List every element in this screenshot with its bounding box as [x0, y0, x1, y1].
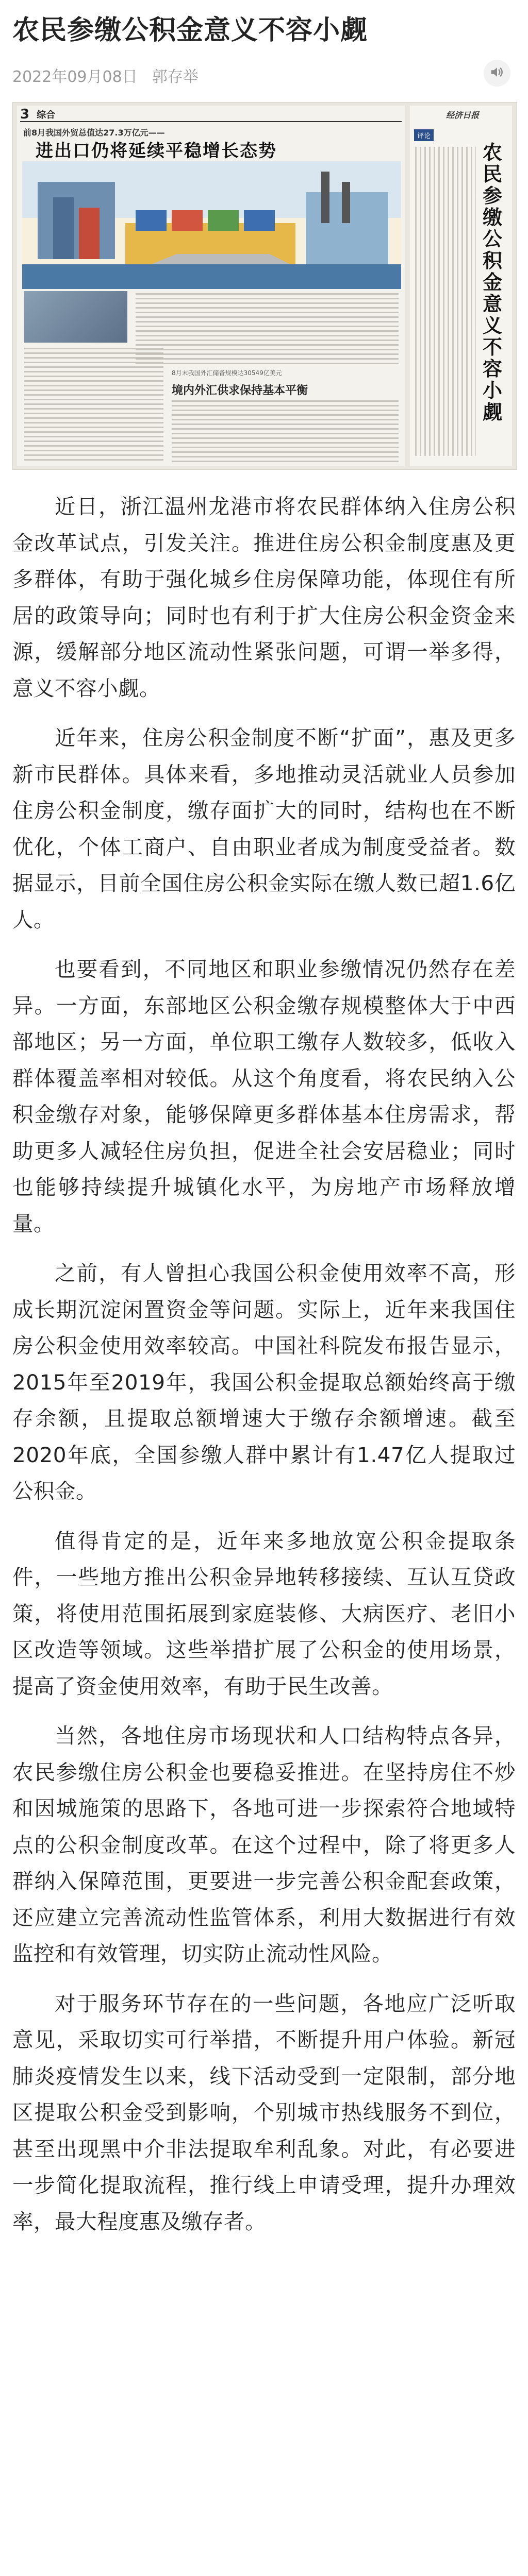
newspaper-left-page	[17, 106, 405, 466]
newspaper-page-number: 3	[20, 107, 30, 122]
newspaper-headline: 进出口仍将延续平稳增长态势	[36, 141, 277, 161]
newspaper-headline2-sub: 8月末我国外汇储备规模达30549亿美元	[172, 369, 282, 377]
article-paragraph: 近日，浙江温州龙港市将农民群体纳入住房公积金改革试点，引发关注。推进住房公积金制度惠及更多群体，有助于强化城乡住房保障功能，体现住有所居的政策导向；同时也有利于扩大住房公积金资金来源，缓解部分地区流动性紧张问题，可谓一举多得，意义不容小觑。	[12, 494, 516, 701]
newspaper-column-text	[415, 147, 476, 456]
article-paragraph: 近年来，住房公积金制度不断“扩面”，惠及更多新市民群体。具体来看，多地推动灵活就业人员参加住房公积金制度，缴存面扩大的同时，结构也在不断优化，个体工商户、自由职业者成为制度受益者。数据显示，目前全国住房公积金实际在缴人数已超1.6亿人。	[12, 725, 516, 932]
newspaper-header	[20, 108, 402, 122]
newspaper-subhead: 前8月我国外贸总值达27.3万亿元——	[23, 128, 165, 138]
newspaper-text-block	[24, 348, 163, 461]
article-title: 农民参缴公积金意义不容小觑	[12, 15, 368, 46]
newspaper-illustration	[22, 161, 401, 289]
newspaper-text-block	[172, 400, 399, 462]
speaker-icon	[489, 64, 505, 82]
newspaper-page-name: 综合	[37, 110, 56, 121]
newspaper-vertical-title: 农民参缴公积金意义不容小觑	[482, 141, 502, 423]
newspaper-section-label: 评论	[414, 129, 434, 141]
newspaper-masthead: 经济日报	[446, 110, 480, 120]
audio-play-button[interactable]	[484, 60, 510, 87]
article-paragraph: 当然，各地住房市场现状和人口结构特点各异，农民参缴住房公积金也要稳妥推进。在坚持房住不炒和因城施策的思路下，各地可进一步探索符合地域特点的公积金制度改革。在这个过程中，除了将更多人群纳入保障范围，更要进一步完善公积金配套政策，还应建立完善流动性监管体系，利用大数据进行有效监控和有效管理，切实防止流动性风险。	[12, 1723, 516, 1966]
newspaper-right-page	[410, 106, 512, 466]
author-name[interactable]: 郭存举	[152, 68, 199, 86]
article-body	[12, 488, 516, 2253]
newspaper-headline2: 境内外汇供求保持基本平衡	[172, 384, 308, 397]
newspaper-page-image[interactable]	[12, 102, 517, 470]
newspaper-photo	[24, 291, 127, 343]
article-meta	[12, 64, 199, 87]
article-paragraph: 对于服务环节存在的一些问题，各地应广泛听取意见，采取切实可行举措，不断提升用户体验。新冠肺炎疫情发生以来，线下活动受到一定限制，部分地区提取公积金受到影响，个别城市热线服务不到位，甚至出现黑中介非法提取牟利乱象。对此，有必要进一步简化提取流程，推行线上申请受理，提升办理效率，最大程度惠及缴存者。	[12, 1991, 516, 2234]
publish-date: 2022年09月08日	[12, 68, 138, 86]
article-paragraph: 值得肯定的是，近年来多地放宽公积金提取条件，一些地方推出公积金异地转移接续、互认互贷政策，将使用范围拓展到家庭装修、大病医疗、老旧小区改造等领域。这些举措扩展了公积金的使用场景，提高了资金使用效率，有助于民生改善。	[12, 1528, 516, 1699]
article-paragraph: 也要看到，不同地区和职业参缴情况仍然存在差异。一方面，东部地区公积金缴存规模整体大于中西部地区；另一方面，单位职工缴存人数较多，低收入群体覆盖率相对较低。从这个角度看，将农民纳入公积金缴存对象，能够保障更多群体基本住房需求，帮助更多人减轻住房负担，促进全社会安居稳业；同时也能够持续提升城镇化水平，为房地产市场释放增量。	[12, 957, 516, 1236]
article-paragraph: 之前，有人曾担心我国公积金使用效率不高，形成长期沉淀闲置资金等问题。实际上，近年来我国住房公积金使用效率较高。中国社科院发布报告显示，2015年至2019年，我国公积金提取总额始终高于缴存余额，且提取总额增速大于缴存余额增速。截至2020年底，全国参缴人群中累计有1.47亿人提取过公积金。	[12, 1261, 516, 1503]
newspaper-text-block	[136, 293, 399, 365]
